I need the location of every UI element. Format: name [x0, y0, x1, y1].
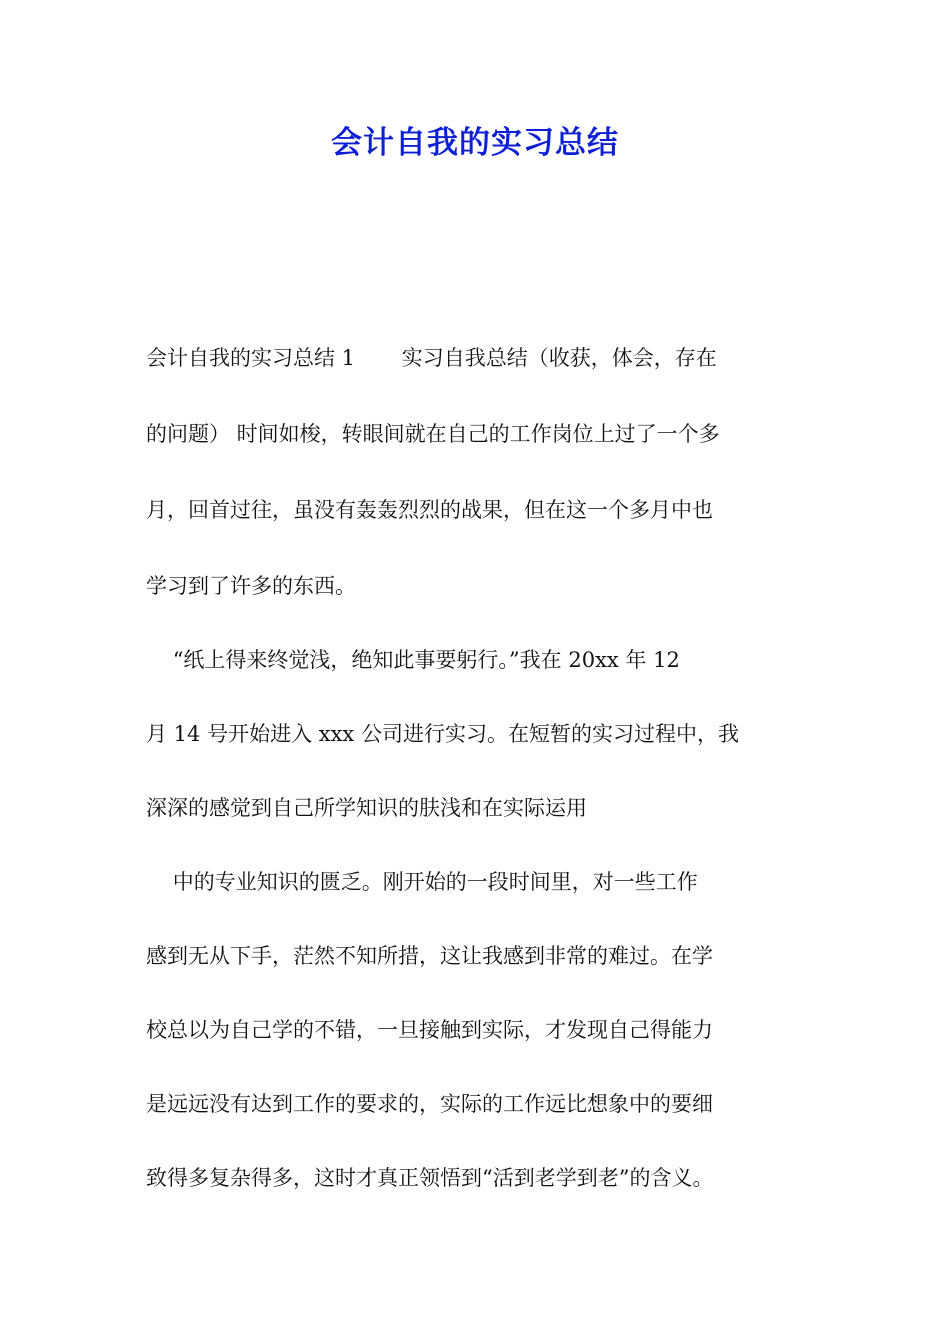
body-line: 月，回首过往，虽没有轰轰烈烈的战果，但在这一个多月中也: [146, 498, 713, 522]
body-line: 感到无从下手，茫然不知所措，这让我感到非常的难过。在学: [146, 944, 713, 968]
document-title: 会计自我的实习总结: [331, 125, 619, 161]
body-line: 中的专业知识的匮乏。刚开始的一段时间里，对一些工作: [146, 870, 698, 894]
body-line: 学习到了许多的东西。: [146, 574, 356, 598]
body-line: 深深的感觉到自己所学知识的肤浅和在实际运用: [146, 796, 587, 820]
body-line: “纸上得来终觉浅，绝知此事要躬行。”我在 20xx 年 12: [146, 648, 680, 672]
body-line: 校总以为自己学的不错，一旦接触到实际，才发现自己得能力: [146, 1018, 713, 1042]
body-line: 月 14 号开始进入 xxx 公司进行实习。在短暂的实习过程中，我: [146, 722, 739, 746]
body-line: 致得多复杂得多，这时才真正领悟到“活到老学到老”的含义。: [146, 1166, 714, 1190]
body-line: 的问题） 时间如梭，转眼间就在自己的工作岗位上过了一个多: [146, 422, 720, 446]
body-line: 是远远没有达到工作的要求的，实际的工作远比想象中的要细: [146, 1092, 713, 1116]
body-line: 会计自我的实习总结 1 实习自我总结（收获，体会，存在: [146, 346, 717, 370]
